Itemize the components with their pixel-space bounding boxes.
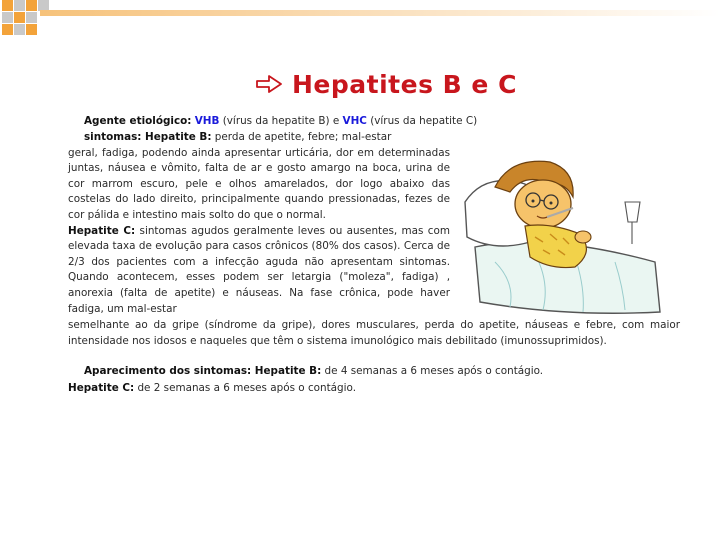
decorative-checker-pattern xyxy=(0,0,60,45)
vhb-description: (vírus da hepatite B) e xyxy=(222,115,340,127)
onset-label: Aparecimento dos sintomas: Hepatite B: xyxy=(84,365,322,377)
onset-c-text: de 2 semanas a 6 meses após o contágio. xyxy=(137,382,356,394)
checker-square xyxy=(14,12,25,23)
symptoms-label: sintomas: Hepatite B: xyxy=(84,131,212,143)
symptoms-hepatite-b xyxy=(68,130,450,317)
sick-person-in-bed-illustration xyxy=(455,142,665,317)
symptoms-b-text-2: geral, fadiga, podendo ainda apresentar urticária, dor em determinadas juntas, náusea e vômito, falta de ar e gosto amargo na boca, urina de cor marrom escuro, pele e olhos amarelados, dor logo abaixo das costelas do lado direito, principalmente quando pressionadas, fezes de cor pálida e intestino mais solto do que o normal. xyxy=(68,146,450,221)
vhc-description: (vírus da hepatite C) xyxy=(370,115,478,127)
agent-line xyxy=(68,114,696,130)
symptoms-b-text-1: perda de apetite, febre; mal-estar xyxy=(214,131,392,143)
header-rule xyxy=(40,10,720,16)
agent-label: Agente etiológico: xyxy=(84,115,192,127)
checker-square xyxy=(26,24,37,35)
checker-square xyxy=(14,0,25,11)
onset-hepatite-b xyxy=(68,364,696,380)
checker-square xyxy=(2,12,13,23)
onset-b-text: de 4 semanas a 6 meses após o contágio. xyxy=(324,365,544,377)
hepatite-c-label: Hepatite C: xyxy=(68,224,136,237)
onset-hepatite-c xyxy=(68,381,680,397)
checker-square xyxy=(14,24,25,35)
checker-square xyxy=(2,0,13,11)
checker-square xyxy=(26,0,37,11)
checker-square xyxy=(2,24,13,35)
slide-title-row xyxy=(256,66,517,102)
symptoms-c-continuation: semelhante ao da gripe (síndrome da gripe), dores musculares, perda do apetite, náuseas e febre, com maior intensidade nos idosos e naqueles que têm o sistema imunológico mais debilitado (imunossuprimidos). xyxy=(68,319,680,347)
symptoms-c-text-1: sintomas agudos geralmente leves ou ausentes, mas com elevada taxa de evolução para casos crônicos (80% dos casos). Cerca de 2/3 dos pacientes com a infecção aguda não apresentam sintomas. Quando acontecem, esses podem ser letargia ("moleza", fadiga) , anorexia (falta de apetite) e náuseas. Na fase crônica, pode haver fadiga, um mal-estar xyxy=(68,224,450,315)
right-arrow-icon xyxy=(256,75,282,93)
onset-c-label: Hepatite C: xyxy=(68,382,135,394)
slide-title: Hepatites B e C xyxy=(292,69,517,99)
vhb-label: VHB xyxy=(194,115,220,127)
checker-square xyxy=(26,12,37,23)
vhc-label: VHC xyxy=(342,115,367,127)
